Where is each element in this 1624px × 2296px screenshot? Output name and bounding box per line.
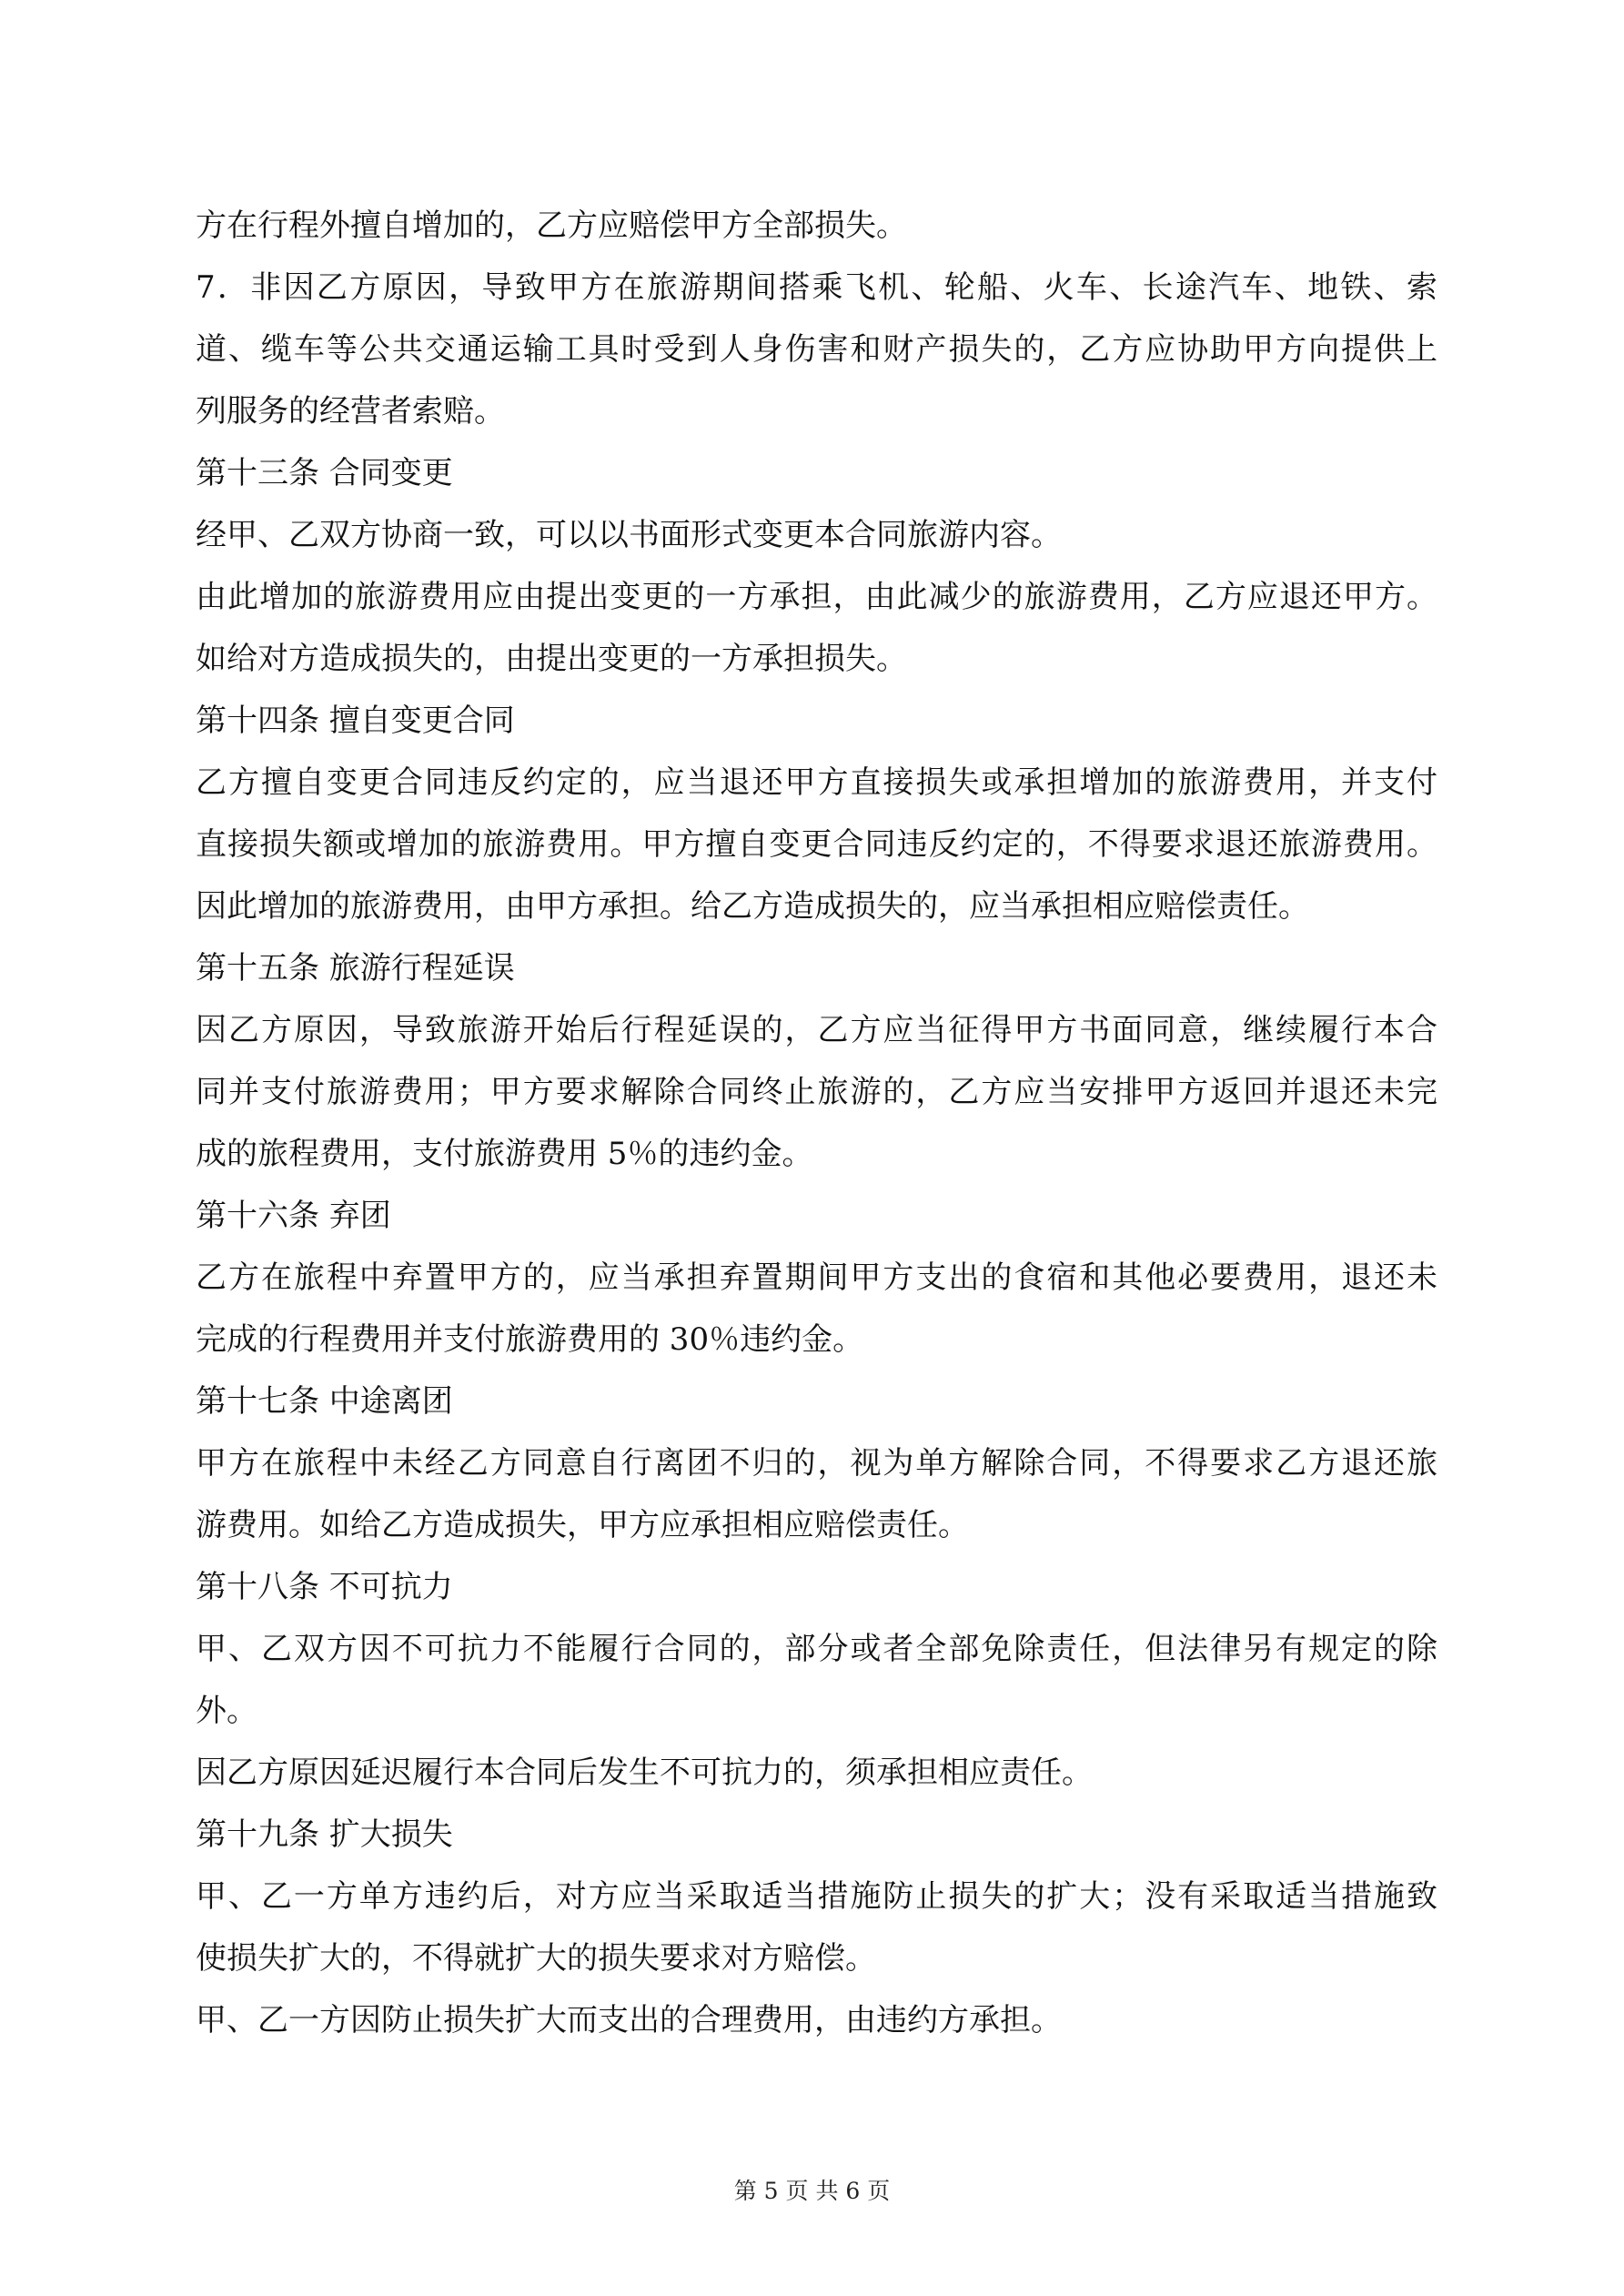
contract-line: 由此增加的旅游费用应由提出变更的一方承担，由此减少的旅游费用，乙方应退还甲方。 (196, 579, 1437, 615)
contract-line: 成的旅程费用，支付旅游费用 5％的违约金。 (196, 1136, 813, 1172)
contract-line: 方在行程外擅自增加的，乙方应赔偿甲方全部损失。 (196, 207, 907, 244)
contract-line: 甲、乙一方单方违约后，对方应当采取适当措施防止损失的扩大；没有采取适当措施致 (196, 1878, 1437, 1915)
contract-line: 甲方在旅程中未经乙方同意自行离团不归的，视为单方解除合同，不得要求乙方退还旅 (196, 1445, 1437, 1482)
contract-line: 如给对方造成损失的，由提出变更的一方承担损失。 (196, 641, 907, 677)
contract-line: 甲、乙一方因防止损失扩大而支出的合理费用，由违约方承担。 (196, 2002, 1062, 2038)
contract-line: 游费用。如给乙方造成损失，甲方应承担相应赔偿责任。 (196, 1507, 969, 1543)
contract-line: 乙方擅自变更合同违反约定的，应当退还甲方直接损失或承担增加的旅游费用，并支付 (196, 764, 1437, 801)
contract-line: 因此增加的旅游费用，由甲方承担。给乙方造成损失的，应当承担相应赔偿责任。 (196, 888, 1309, 925)
contract-line: 因乙方原因，导致旅游开始后行程延误的，乙方应当征得甲方书面同意，继续履行本合 (196, 1012, 1437, 1048)
section-heading: 第十七条 中途离团 (196, 1383, 453, 1420)
contract-line: 外。 (196, 1693, 257, 1729)
section-heading: 第十五条 旅游行程延误 (196, 950, 515, 986)
contract-line: 完成的行程费用并支付旅游费用的 30％违约金。 (196, 1321, 864, 1358)
contract-line: 乙方在旅程中弃置甲方的，应当承担弃置期间甲方支出的食宿和其他必要费用，退还未 (196, 1259, 1437, 1296)
contract-line: 使损失扩大的，不得就扩大的损失要求对方赔偿。 (196, 1940, 876, 1977)
section-heading: 第十六条 弃团 (196, 1198, 391, 1234)
contract-line: 甲、乙双方因不可抗力不能履行合同的，部分或者全部免除责任，但法律另有规定的除 (196, 1631, 1437, 1667)
contract-body (196, 195, 1437, 2051)
contract-line: 经甲、乙双方协商一致，可以以书面形式变更本合同旅游内容。 (196, 517, 1062, 553)
contract-line: 7．非因乙方原因，导致甲方在旅游期间搭乘飞机、轮船、火车、长途汽车、地铁、索 (196, 269, 1437, 306)
section-heading: 第十九条 扩大损失 (196, 1816, 453, 1853)
section-heading: 第十八条 不可抗力 (196, 1569, 453, 1605)
contract-line: 列服务的经营者索赔。 (196, 393, 505, 430)
contract-line: 因乙方原因延迟履行本合同后发生不可抗力的，须承担相应责任。 (196, 1755, 1093, 1791)
section-heading: 第十四条 擅自变更合同 (196, 703, 515, 739)
section-heading: 第十三条 合同变更 (196, 455, 453, 491)
page-number-footer: 第 5 页 共 6 页 (733, 2178, 891, 2204)
contract-line: 同并支付旅游费用；甲方要求解除合同终止旅游的，乙方应当安排甲方返回并退还未完 (196, 1074, 1437, 1110)
contract-line: 直接损失额或增加的旅游费用。甲方擅自变更合同违反约定的，不得要求退还旅游费用。 (196, 826, 1437, 863)
contract-line: 道、缆车等公共交通运输工具时受到人身伤害和财产损失的，乙方应协助甲方向提供上 (196, 331, 1437, 368)
